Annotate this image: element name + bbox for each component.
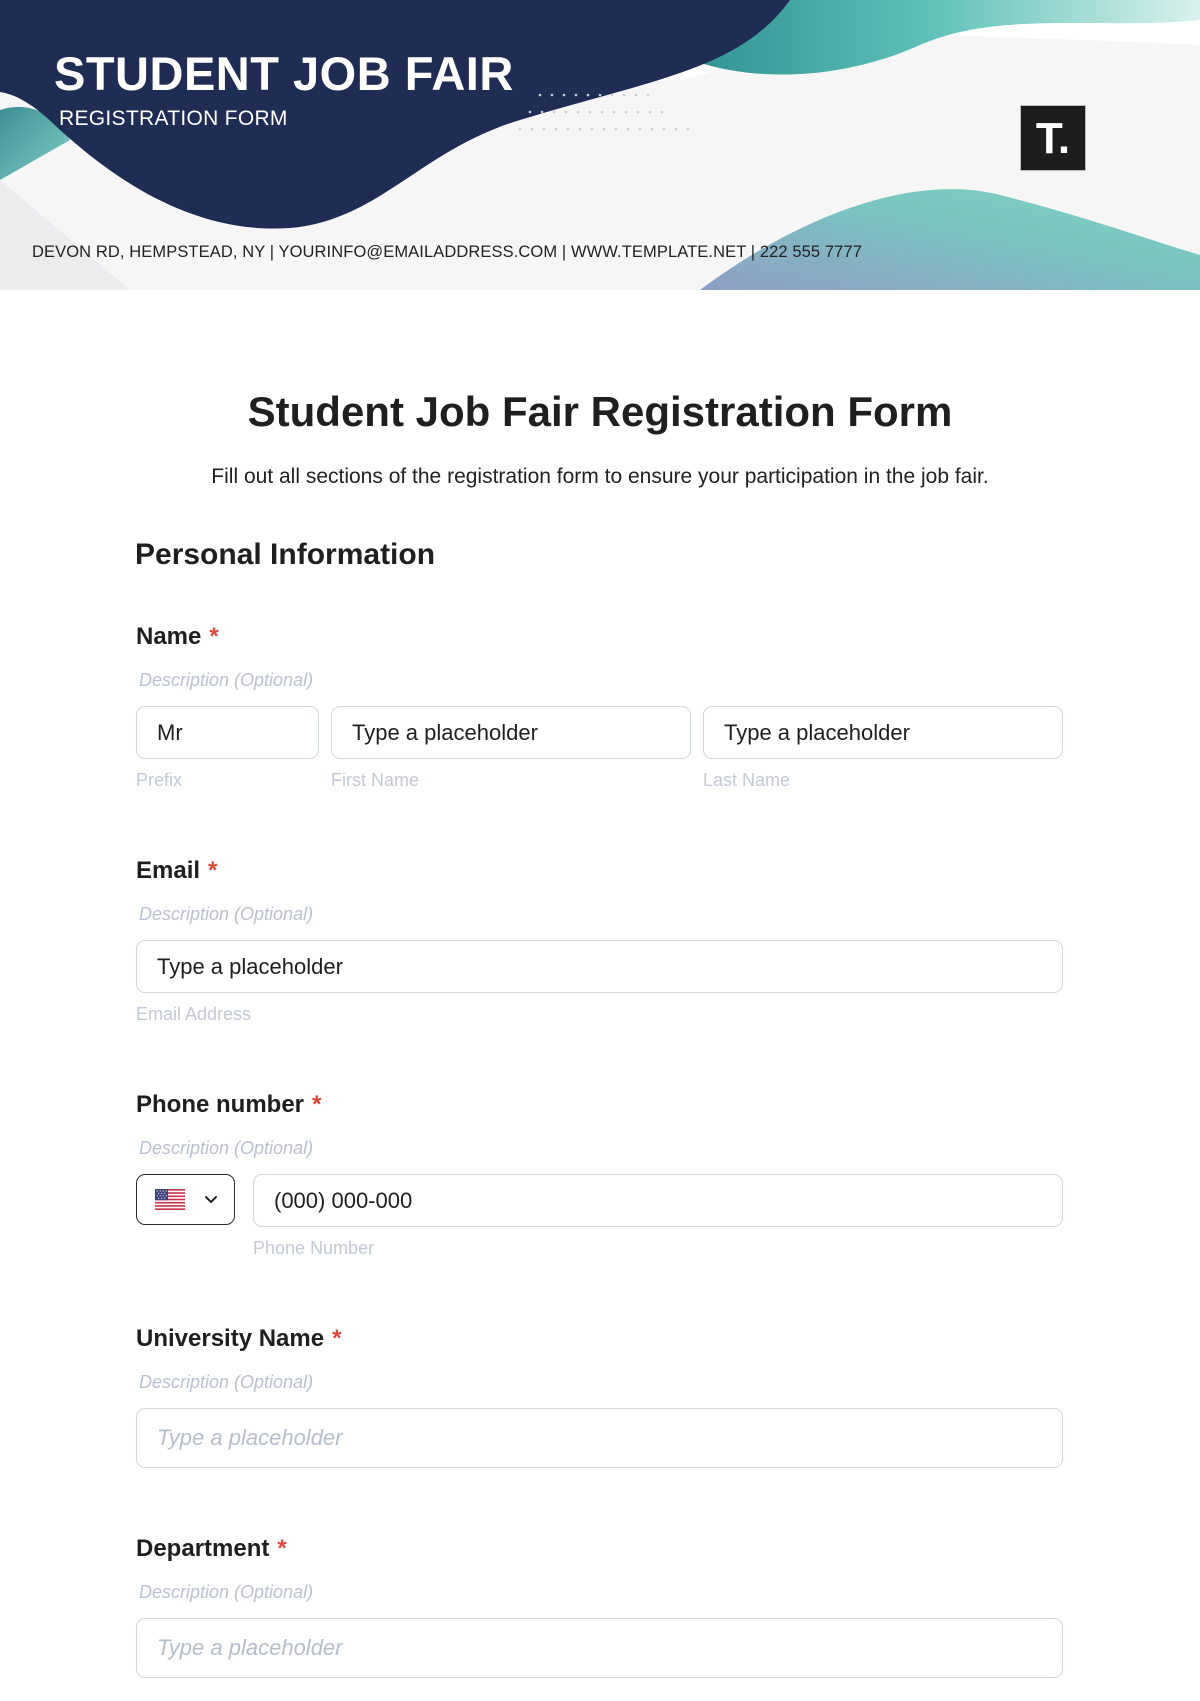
email-label bbox=[136, 857, 217, 885]
form-title: Student Job Fair Registration Form bbox=[247, 388, 953, 435]
header-banner bbox=[0, 0, 1200, 290]
name-label-text: Name bbox=[136, 623, 202, 650]
phone-caption: Phone Number bbox=[253, 1238, 375, 1258]
department-label bbox=[136, 1535, 287, 1563]
contact-info: DEVON RD, HEMPSTEAD, NY | YOURINFO@EMAILADDRESS.COM | WWW.TEMPLATE.NET | 222 555 7777 bbox=[32, 243, 862, 261]
name-label bbox=[136, 623, 219, 651]
phone-input-value: (000) 000-000 bbox=[274, 1187, 413, 1213]
prefix-caption: Prefix bbox=[136, 770, 183, 790]
university-label-text: University Name bbox=[136, 1325, 325, 1352]
phone-label bbox=[136, 1091, 321, 1119]
university-description: Description (Optional) bbox=[139, 1372, 314, 1392]
department-input-placeholder: Type a placeholder bbox=[157, 1635, 343, 1660]
chevron-down-icon bbox=[204, 1195, 218, 1204]
last-name-input[interactable] bbox=[703, 706, 1063, 759]
phone-label-text: Phone number bbox=[136, 1091, 305, 1118]
university-input-placeholder: Type a placeholder bbox=[157, 1425, 343, 1450]
prefix-input[interactable] bbox=[136, 706, 319, 759]
template-logo-icon bbox=[1020, 105, 1086, 171]
university-input[interactable] bbox=[136, 1408, 1063, 1468]
first-name-input[interactable] bbox=[331, 706, 691, 759]
email-caption: Email Address bbox=[136, 1004, 252, 1024]
last-name-caption: Last Name bbox=[703, 770, 791, 790]
prefix-input-value: Mr bbox=[157, 719, 183, 745]
university-label bbox=[136, 1325, 341, 1353]
required-mark: * bbox=[208, 857, 218, 884]
required-mark: * bbox=[277, 1535, 287, 1562]
logo-letter: T. bbox=[1035, 114, 1071, 163]
last-name-input-value: Type a placeholder bbox=[724, 719, 910, 745]
department-description: Description (Optional) bbox=[139, 1582, 314, 1602]
phone-input[interactable] bbox=[253, 1174, 1063, 1227]
brand-subtitle: REGISTRATION FORM bbox=[59, 107, 288, 130]
department-label-text: Department bbox=[136, 1535, 270, 1562]
first-name-input-value: Type a placeholder bbox=[352, 719, 538, 745]
first-name-caption: First Name bbox=[331, 770, 420, 790]
department-input[interactable] bbox=[136, 1618, 1063, 1678]
phone-description: Description (Optional) bbox=[139, 1138, 314, 1158]
email-label-text: Email bbox=[136, 857, 201, 884]
country-code-select[interactable] bbox=[136, 1174, 235, 1225]
required-mark: * bbox=[332, 1325, 342, 1352]
required-mark: * bbox=[312, 1091, 322, 1118]
required-mark: * bbox=[209, 623, 219, 650]
email-description: Description (Optional) bbox=[139, 904, 314, 924]
us-flag-icon bbox=[136, 1174, 235, 1225]
brand-title: STUDENT JOB FAIR bbox=[54, 47, 514, 100]
section-title-personal-information: Personal Information bbox=[135, 538, 436, 571]
form-intro: Fill out all sections of the registration form to ensure your participation in the job fair. bbox=[211, 465, 989, 488]
email-input-value: Type a placeholder bbox=[157, 953, 343, 979]
email-input[interactable] bbox=[136, 940, 1063, 993]
name-description: Description (Optional) bbox=[139, 670, 314, 690]
